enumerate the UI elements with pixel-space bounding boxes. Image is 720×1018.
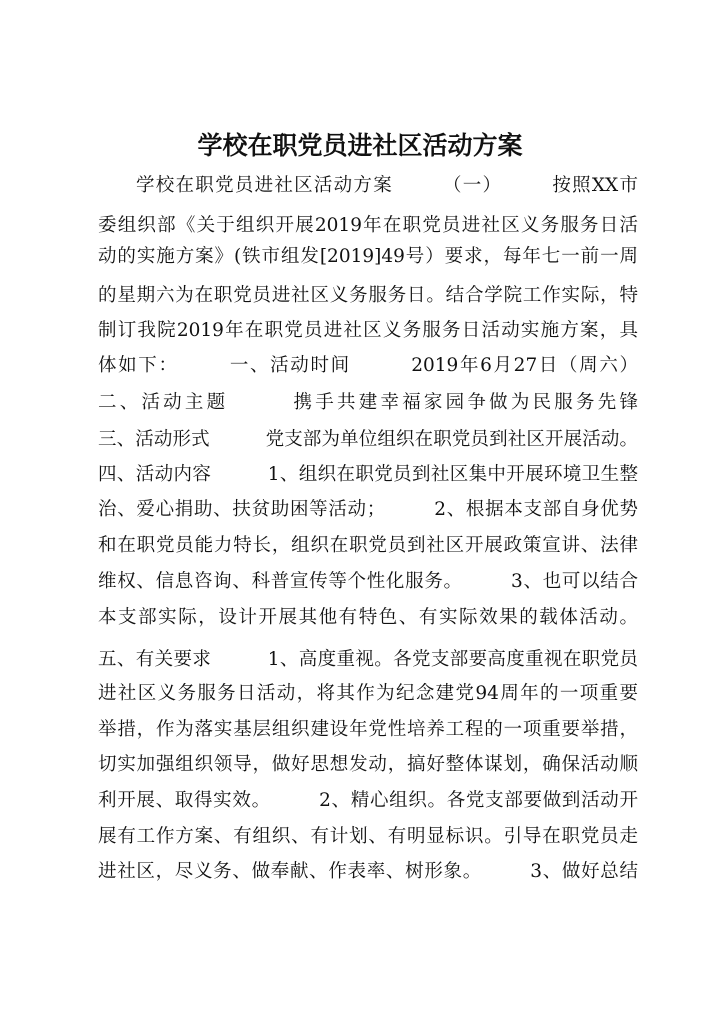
body-line-9: 四、活动内容 1、组织在职党员到社区集中开展环境卫生整	[98, 464, 638, 485]
body-line-5: 制订我院2019年在职党员进社区义务服务日活动实施方案，具	[98, 320, 638, 341]
body-line-4: 的星期六为在职党员进社区义务服务日。结合学院工作实际，特	[98, 285, 638, 306]
body-line-16: 举措，作为落实基层组织建设年党性培养工程的一项重要举措，	[98, 719, 638, 740]
body-line-7: 二、活动主题 携手共建幸福家园争做为民服务先锋	[98, 392, 638, 413]
body-line-17: 切实加强组织领导，做好思想发动，搞好整体谋划，确保活动顺	[98, 754, 638, 775]
body-line-19: 展有工作方案、有组织、有计划、有明显标识。引导在职党员走	[98, 826, 638, 847]
body-line-6: 体如下： 一、活动时间 2019年6月27日（周六）	[98, 355, 638, 376]
body-line-12: 维权、信息咨询、科普宣传等个性化服务。 3、也可以结合	[98, 571, 638, 592]
body-line-13: 本支部实际，设计开展其他有特色、有实际效果的载体活动。	[98, 607, 638, 628]
document-title: 学校在职党员进社区活动方案	[197, 131, 523, 160]
body-line-8: 三、活动形式 党支部为单位组织在职党员到社区开展活动。	[98, 429, 638, 450]
body-line-18: 利开展、取得实效。 2、精心组织。各党支部要做到活动开	[98, 790, 638, 811]
body-line-15: 进社区义务服务日活动，将其作为纪念建党94周年的一项重要	[98, 683, 638, 704]
body-line-11: 和在职党员能力特长，组织在职党员到社区开展政策宣讲、法律	[98, 535, 638, 556]
body-line-2: 委组织部《关于组织开展2019年在职党员进社区义务服务日活	[98, 215, 638, 236]
body-line-14: 五、有关要求 1、高度重视。各党支部要高度重视在职党员	[98, 649, 638, 670]
body-line-20: 进社区，尽义务、做奉献、作表率、树形象。 3、做好总结	[98, 861, 638, 882]
body-line-1: 学校在职党员进社区活动方案 （一） 按照XX市	[136, 175, 638, 196]
body-line-10: 治、爱心捐助、扶贫助困等活动； 2、根据本支部自身优势	[98, 499, 638, 520]
body-line-3: 动的实施方案》(铁市组发[2019]49号）要求，每年七一前一周	[98, 246, 638, 267]
